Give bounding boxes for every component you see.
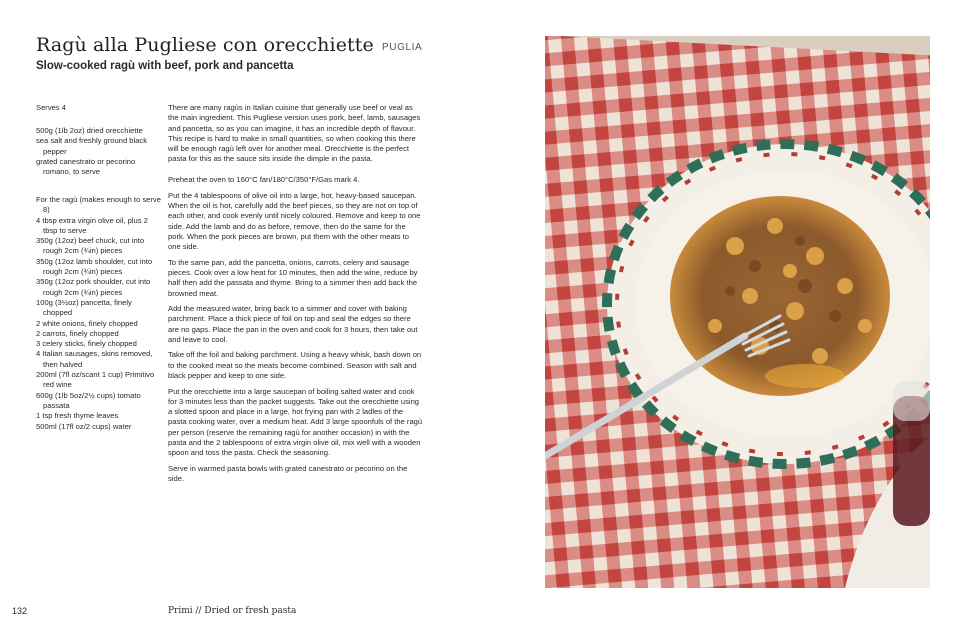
method-step: Put the 4 tablespoons of olive oil into a large, hot, heavy-based saucepan. When the oil is hot, carefully add the beef pieces, so they are not on top of each other, and cook evenly until nicely coloured. Remove and keep to one side. Add the lamb and do as before, remove, then do the same for the pork. When the pork pieces are brown, put them with the other meats to one side. [168, 190, 421, 252]
ingredient-item: 1 tsp fresh thyme leaves [36, 411, 119, 421]
ingredient-item: 100g (3½oz) pancetta, finely chopped [36, 297, 132, 318]
method-step: Put the orecchiette into a large saucepan of boiling salted water and cook for 3 minutes less than the packet suggests. Take out the orecchiette using a slotted spoon and place in a large, hot frying pan with 2 ladles of the pasta cooking water, over a medium heat. Add 3 large spoonfuls of the ragù per person (reserve the remaining ragù for another occasion) in with the pasta and the 2 tablespoons of extra virgin olive oil, mix well with a wooden spoon and toss the pasta. Check the seasoning. [168, 386, 423, 458]
recipe-intro: There are many ragùs in Italian cuisine that generally use beef or veal as the main ingredient. This Pugliese version uses pork, beef, lamb, sausages and pancetta, so as you can imagine, it has an incredible depth of flavour. This recipe is hard to make in small quantities, so when cooking this there will be enough ragù left over for another meal. Orecchiette is the perfect pasta for this as the sauce sits inside the dimple in the pasta. [168, 103, 421, 164]
ingredients-ragu-list [36, 195, 161, 432]
region-label: PUGLIA [382, 42, 423, 53]
recipe-subtitle: Slow-cooked ragù with beef, pork and pancetta [36, 60, 294, 72]
ingredient-item: 3 celery sticks, finely chopped [36, 339, 137, 349]
ingredient-item: 4 tbsp extra virgin olive oil, plus 2 tbsp to serve [36, 215, 148, 235]
page-number: 132 [12, 606, 28, 616]
ingredient-item: sea salt and freshly ground black pepper [36, 136, 148, 156]
ingredient-item: 600g (1lb 5oz/2½ cups) tomato passata [36, 390, 141, 410]
recipe-title: Ragù alla Pugliese con orecchiette [36, 34, 374, 56]
serves-label: Serves 4 [36, 103, 66, 112]
method-column [168, 103, 423, 490]
method-step: Serve in warmed pasta bowls with grated canestrato or pecorino on the side. [168, 463, 408, 484]
ingredient-item: 350g (12oz pork shoulder, cut into rough 2cm (¾in) pieces [36, 277, 151, 297]
ingredient-item: 2 carrots, finely chopped [36, 328, 119, 338]
method-step: To the same pan, add the pancetta, onions, carrots, celery and sausage pieces. Cook over a low heat for 10 minutes, then add the wine, reduce by half then add the passata and thyme. Bring to a simmer then add back the browned meat. [168, 257, 418, 298]
ingredient-item: 2 white onions, finely chopped [36, 318, 138, 328]
ingredient-item: 4 Italian sausages, skins removed, then halved [36, 349, 153, 369]
ingredient-item: grated canestrato or pecorino romano, to serve [36, 156, 136, 177]
ingredient-item: 350g (12oz) beef chuck, cut into rough 2cm (¾in) pieces [36, 236, 145, 256]
method-step: Preheat the oven to 160°C fan/180°C/350°F/Gas mark 4. [168, 175, 360, 185]
ingredient-item: 200ml (7fl oz/scant 1 cup) Primitivo red wine [36, 370, 155, 390]
dish-photo [545, 36, 930, 588]
ingredient-item: 350g (12oz lamb shoulder, cut into rough 2cm (¾in) pieces [36, 256, 153, 277]
method-step: Add the measured water, bring back to a simmer and cover with baking parchment. Place a thick piece of foil on top and seal the edges so there are no gaps. Place the pan in the oven and cook for 3 hours, then take out and leave to cool. [168, 304, 418, 344]
section-footer: Primi // Dried or fresh pasta [168, 606, 297, 616]
ingredient-item: 500g (1lb 2oz) dried orecchiette [36, 126, 143, 135]
ingredient-item: 500ml (17fl oz/2 cups) water [36, 421, 132, 431]
method-step: Take off the foil and baking parchment. Using a heavy whisk, bash down on to the cooked meat so the meats become combined. Season with salt and black pepper and keep to one side. [168, 350, 422, 381]
ingredient-item: For the ragù (makes enough to serve 8) [36, 195, 161, 215]
ingredients-pasta-list [36, 126, 161, 177]
